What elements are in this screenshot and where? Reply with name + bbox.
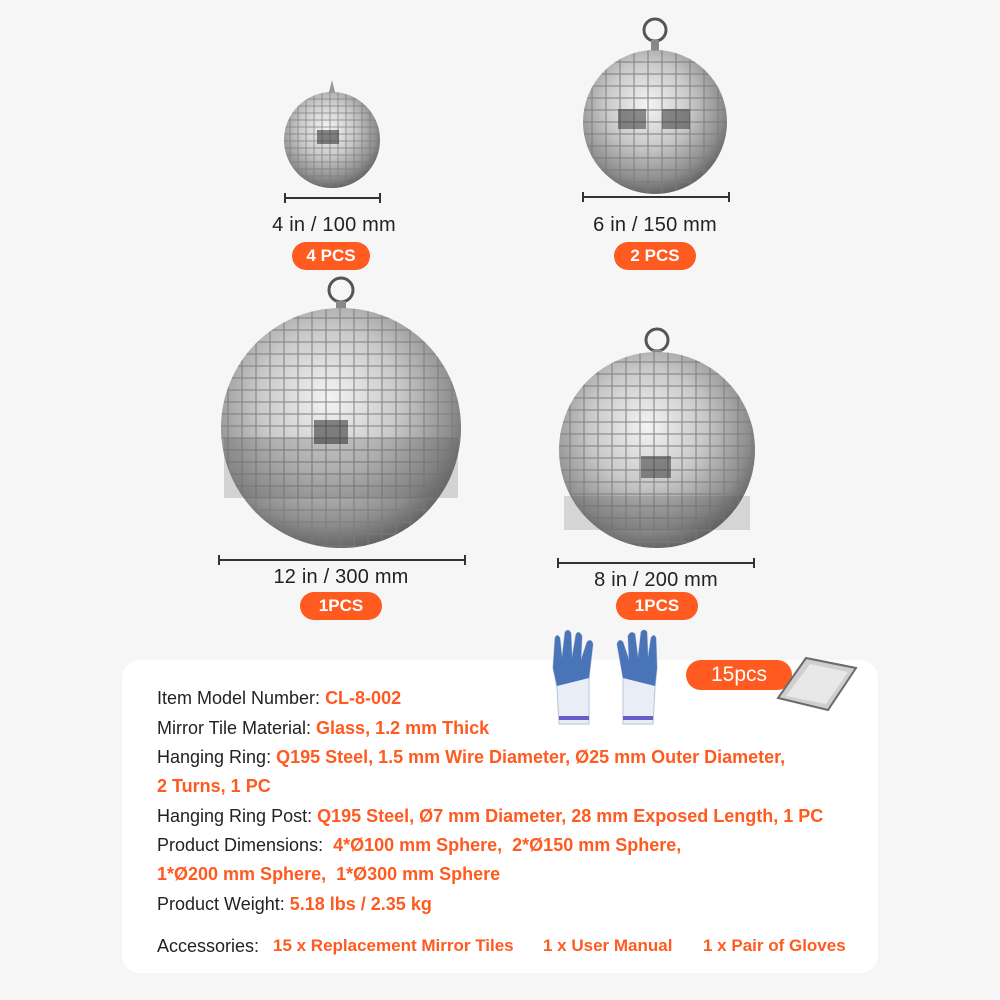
size-label-6in: 6 in / 150 mm	[593, 214, 717, 236]
disco-ball-6in	[578, 14, 732, 194]
accessories-label: Accessories:	[157, 936, 260, 956]
spec-dimensions-cont: 1*Ø200 mm Sphere, 1*Ø300 mm Sphere	[157, 864, 501, 884]
spec-hanging-ring: Hanging Ring: Q195 Steel, 1.5 mm Wire Diameter, Ø25 mm Outer Diameter,	[157, 747, 786, 767]
disco-ball-12in	[214, 270, 468, 550]
spec-weight: Product Weight: 5.18 lbs / 2.35 kg	[157, 894, 432, 914]
qty-badge-4in: 4 PCS	[292, 242, 370, 270]
size-label-8in: 8 in / 200 mm	[594, 569, 718, 591]
spec-hanging-ring-cont: 2 Turns, 1 PC	[157, 776, 271, 796]
disco-ball-8in	[556, 326, 758, 550]
mirror-tile-icon	[776, 654, 858, 714]
spec-ring-post: Hanging Ring Post: Q195 Steel, Ø7 mm Diameter, 28 mm Exposed Length, 1 PC	[157, 806, 824, 826]
dim-line-4in	[284, 197, 381, 199]
accessory-tiles: 15 x Replacement Mirror Tiles	[273, 936, 514, 955]
dim-line-8in	[557, 562, 755, 564]
size-label-4in: 4 in / 100 mm	[272, 214, 396, 236]
qty-badge-8in: 1PCS	[616, 592, 698, 620]
spec-tile-material: Mirror Tile Material: Glass, 1.2 mm Thick	[157, 718, 490, 738]
gloves-icon	[545, 628, 669, 728]
disco-ball-4in	[282, 78, 382, 190]
accessory-manual: 1 x User Manual	[543, 936, 673, 955]
qty-badge-6in: 2 PCS	[614, 242, 696, 270]
spec-dimensions: Product Dimensions: 4*Ø100 mm Sphere, 2*Ø150 mm Sphere,	[157, 835, 682, 855]
accessory-gloves: 1 x Pair of Gloves	[703, 936, 846, 955]
dim-line-6in	[582, 196, 730, 198]
tiles-count-badge: 15pcs	[686, 660, 792, 690]
size-label-12in: 12 in / 300 mm	[273, 566, 409, 588]
dim-line-12in	[218, 559, 466, 561]
qty-badge-12in: 1PCS	[300, 592, 382, 620]
spec-model: Item Model Number: CL-8-002	[157, 688, 402, 708]
